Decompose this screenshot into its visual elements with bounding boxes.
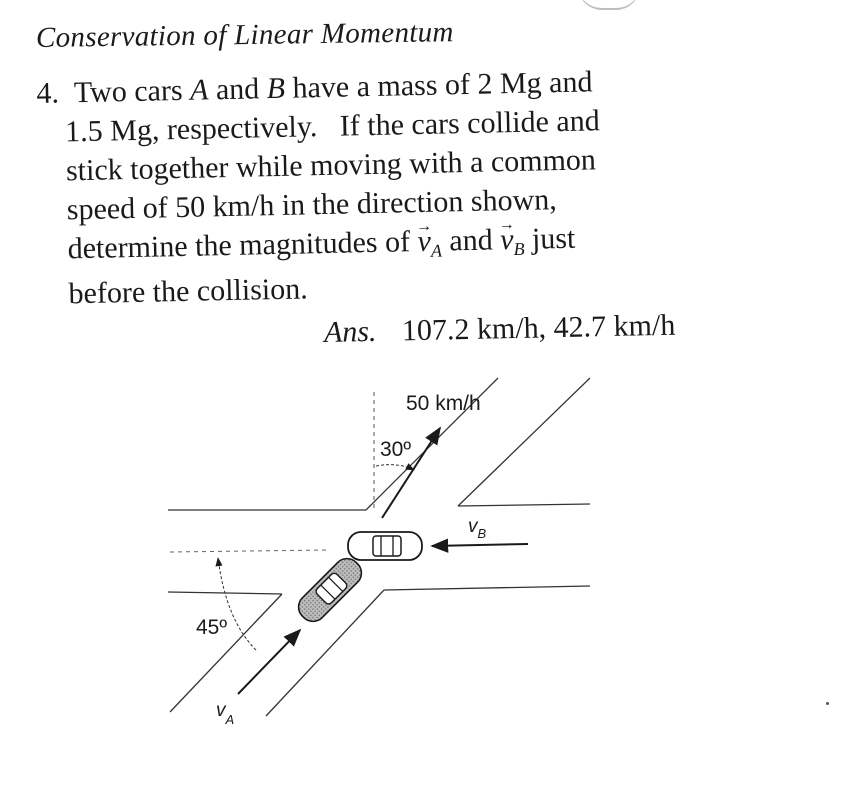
angle-30-arc [376, 465, 414, 470]
car-b [348, 532, 422, 560]
problem-line-1: 4. Two cars A and B have a mass of 2 Mg and [36, 65, 593, 110]
va-arrow [238, 630, 300, 694]
section-title: Conservation of Linear Momentum [35, 16, 454, 54]
vector-va: → $v_A$ [417, 225, 442, 259]
car-a [293, 553, 367, 627]
problem-line-6: before the collision. [68, 272, 308, 311]
problem-line-4: speed of 50 km/h in the direction shown, [66, 183, 558, 227]
angle-45-label: 45º [196, 616, 228, 639]
vector-vb: → $v_B$ [500, 223, 525, 257]
speed-label: 50 km/h [406, 392, 481, 415]
answer-label: Ans. [323, 314, 377, 349]
vb-arrow [432, 544, 528, 546]
scan-speck [826, 702, 829, 705]
problem-line-3: stick together while moving with a common [65, 143, 597, 188]
problem-line-5: determine the magnitudes of → $v_A$ and → $v_B$ just [39, 216, 730, 269]
answer-values: 107.2 km/h, 42.7 km/h [401, 308, 676, 348]
problem-line-2: 1.5 Mg, respectively. If the cars collide and [64, 104, 601, 149]
va-label: $v_A$ [216, 700, 235, 727]
angle-30-label: 30º [380, 438, 412, 461]
vb-label: $v_B$ [468, 516, 487, 541]
problem-number: 4. [36, 76, 60, 110]
